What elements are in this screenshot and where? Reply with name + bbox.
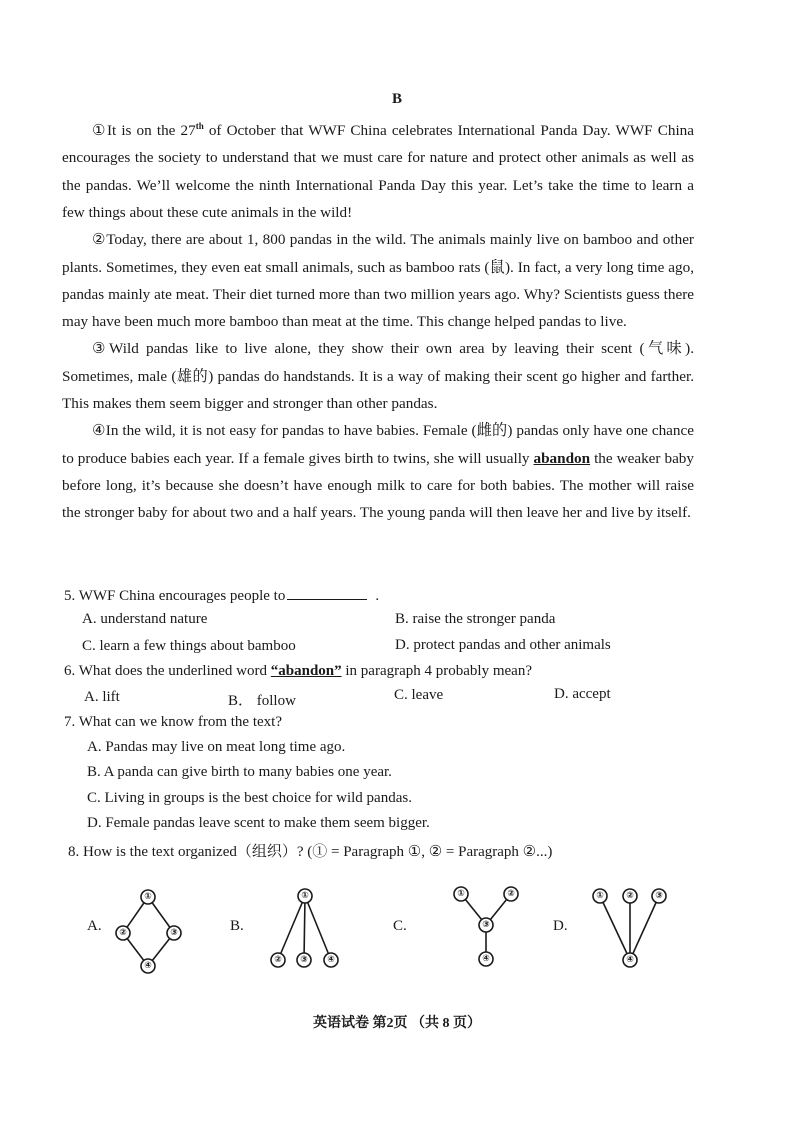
paragraph-2: ②Today, there are about 1, 800 pandas in the wild. The animals mainly live on bamboo and other plants. Sometimes, they even eat small animals, such as bamboo rats (鼠). In fact, a very long time ago, pandas mainly ate meat. Their diet turned more than two million years ago. Why? Scientists guess there may have been much more bamboo than meat at the time. This change helped pandas to live. [62,231,694,331]
q8-option-b-label[interactable]: B. [230,918,244,934]
paragraph-marker: ① [92,122,107,140]
reading-passage [62,113,694,527]
q8-diagram-a[interactable] [100,880,200,980]
svg-text:①: ① [144,892,152,902]
paragraph-1: ①It is on the 27th of October that WWF China celebrates International Panda Day. WWF China encourages the society to understand that we must care for nature and protect other animals as well as the pandas. We’ll welcome the ninth International Panda Day this year. Let’s take the time to learn a few things about these cute animals in the wild! [62,121,694,221]
superscript: th [195,121,204,131]
underlined-word: abandon [533,449,591,467]
svg-text:④: ④ [626,955,634,965]
q6-option-d[interactable]: D. accept [554,686,611,702]
svg-text:④: ④ [144,961,152,971]
svg-text:④: ④ [327,955,335,965]
svg-text:②: ② [626,891,634,901]
q7-option-c[interactable]: C. Living in groups is the best choice for wild pandas. [87,790,412,806]
svg-text:④: ④ [482,954,490,964]
q8-option-a-label[interactable]: A. [87,918,102,934]
q6-option-a[interactable]: A. lift [84,689,120,705]
answer-blank [287,586,367,600]
svg-text:③: ③ [655,891,663,901]
q8-option-c-label[interactable]: C. [393,918,407,934]
question-5-stem: 5. WWF China encourages people to . [64,588,380,604]
question-8-stem: 8. How is the text organized（组织）? (① = Paragraph ①, ② = Paragraph ②...) [68,844,553,860]
svg-text:①: ① [596,891,604,901]
q8-diagram-b[interactable] [260,880,360,980]
q8-diagram-d[interactable] [580,880,680,980]
q6-option-c[interactable]: C. leave [394,687,444,703]
svg-text:③: ③ [300,955,308,965]
svg-text:②: ② [274,955,282,965]
paragraph-3: ③Wild pandas like to live alone, they show their own area by leaving their scent (气味). Sometimes, male (雄的) pandas do handstands. It is a way of making their scent go higher and farther. This makes them seem bigger and stronger than other pandas. [62,340,694,413]
q8-option-d-label[interactable]: D. [553,918,568,934]
paragraph-marker: ③ [92,340,110,358]
paragraph-marker: ④ [92,422,106,440]
section-letter: B [391,91,402,107]
q7-option-a[interactable]: A. Pandas may live on meat long time ago. [87,739,346,755]
q7-option-d[interactable]: D. Female pandas leave scent to make them seem bigger. [87,815,430,831]
page-footer: 英语试卷 第2页 （共 8 页） [313,1016,481,1031]
svg-text:③: ③ [482,920,490,930]
svg-text:①: ① [457,889,465,899]
question-6-stem: 6. What does the underlined word “abandon” in paragraph 4 probably mean? [64,663,532,679]
paragraph-4: ④In the wild, it is not easy for pandas to have babies. Female (雌的) pandas only have one chance to produce babies each year. If a female gives birth to twins, she will usually abandon the weaker baby before long, it’s because she doesn’t have enough milk to care for both babies. The mother will raise the stronger baby for about two and a half years. The young panda will then leave her and live by itself. [62,422,695,522]
q7-option-b[interactable]: B. A panda can give birth to many babies one year. [87,764,392,780]
q5-option-a[interactable]: A. understand nature [82,611,208,627]
q8-diagram-c[interactable] [440,880,540,980]
q5-option-d[interactable]: D. protect pandas and other animals [395,637,611,653]
q6-option-b[interactable]: B． follow [228,693,296,709]
q5-option-c[interactable]: C. learn a few things about bamboo [82,638,296,654]
svg-text:③: ③ [170,928,178,938]
svg-text:②: ② [119,928,127,938]
svg-text:①: ① [301,891,309,901]
underlined-word: “abandon” [270,663,342,679]
q5-option-b[interactable]: B. raise the stronger panda [395,611,556,627]
svg-text:②: ② [507,889,515,899]
paragraph-marker: ② [92,231,107,249]
question-7-stem: 7. What can we know from the text? [64,714,282,730]
